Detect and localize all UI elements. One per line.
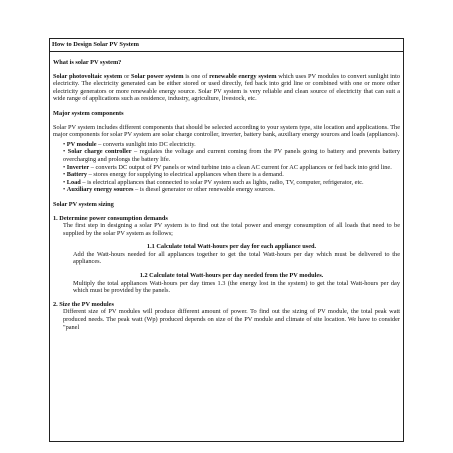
item-name: Battery [66, 171, 88, 179]
document-title: How to Design Solar PV System [50, 39, 403, 52]
term-solar-photovoltaic-system: Solar photovoltaic system [53, 72, 123, 80]
text-definition-rest: which uses PV modules to convert sunlight into electricity. The electricity generated can be either stored or used directly, fed back into grid line or combined with one or more other electricity generators or more renewable energy source. Solar PV system is very reliable and clean source of electricity that can suit a wide range of applications such as residence, industry, agriculture, livestock, etc. [53, 72, 400, 103]
list-item-pv-module [53, 141, 400, 149]
heading-pv-sizing: Solar PV system sizing [53, 200, 114, 208]
paragraph-watt-hours-appliance: Add the Watt-hours needed for all appliances together to get the total Watt-hours per day which must be delivered to the appliances. [73, 250, 400, 266]
subheading-watt-hours-appliance: 1.1 Calculate total Watt-hours per day for each appliance used. [146, 243, 317, 251]
list-item-load [53, 179, 400, 187]
list-item-auxiliary [53, 186, 400, 194]
list-item-inverter [53, 164, 400, 172]
item-text: – stores energy for supplying to electrical appliances when there is a demand. [87, 171, 284, 179]
paragraph-watt-hours-pv: Multiply the total appliances Watt-hours per day times 1.3 (the energy lost in the system) to get the total Watt-hours per day which must be provided by the panels. [73, 279, 400, 295]
list-item-battery [53, 171, 400, 179]
bullet-icon: • [63, 140, 66, 148]
subheading-size-pv-modules: 2. Size the PV modules [53, 300, 114, 308]
item-name: Inverter [66, 163, 90, 171]
paragraph-size-pv-modules: Different size of PV modules will produce different amount of power. To find out the sizing of PV module, the total peak watt produced needs. The peak watt (Wp) produced depends on size of the PV module and climate of site location. We have to consider "panel [63, 308, 400, 331]
document-body [50, 52, 403, 331]
term-renewable-energy-system: renewable energy system [209, 72, 277, 80]
text-is-one-of: is one of [183, 72, 210, 80]
paragraph-definition [53, 73, 400, 103]
item-text: – converts DC output of PV panels or wind turbine into a clean AC current for AC appliances or fed back into grid line. [89, 163, 392, 171]
heading-what-is-solar-pv: What is solar PV system? [53, 59, 122, 66]
bullet-icon: • [63, 186, 66, 194]
list-item-charge-controller [53, 148, 400, 163]
document-frame [49, 38, 404, 442]
item-name: Load [66, 178, 81, 186]
term-solar-power-system: Solar power system [130, 72, 184, 80]
item-text: – converts sunlight into DC electricity. [96, 140, 196, 148]
item-name: PV module [66, 140, 97, 148]
item-text: – is diesel generator or other renewable energy sources. [133, 186, 276, 194]
bullet-icon: • [63, 163, 66, 171]
subheading-power-consumption: 1. Determine power consumption demands [53, 214, 168, 222]
bullet-icon: • [63, 171, 66, 179]
text-or: or [122, 72, 131, 80]
heading-major-components: Major system components [53, 109, 124, 117]
paragraph-components-intro: Solar PV system includes different components that should be selected according to your system type, site location and applications. The major components for solar PV system are solar charge controller, inverter, battery bank, auxiliary energy sources and loads (appliances). [53, 123, 400, 139]
item-name: Auxiliary energy sources [66, 186, 134, 194]
item-text: – is electrical appliances that connected to solar PV system such as lights, radio, TV, computer, refrigerator, etc. [80, 178, 364, 186]
paragraph-power-consumption: The first step in designing a solar PV system is to find out the total power and energy consumption of all loads that need to be supplied by the solar PV system as follows; [63, 222, 400, 237]
item-name: Solar charge controller [67, 148, 132, 156]
item-text: – regulates the voltage and current coming from the PV panels going to battery and prevents battery overcharging and prolongs the battery life. [63, 148, 400, 163]
bullet-icon: • [63, 178, 66, 186]
subheading-watt-hours-pv: 1.2 Calculate total Watt-hours per day needed from the PV modules. [139, 272, 324, 280]
bullet-icon: • [63, 148, 66, 156]
